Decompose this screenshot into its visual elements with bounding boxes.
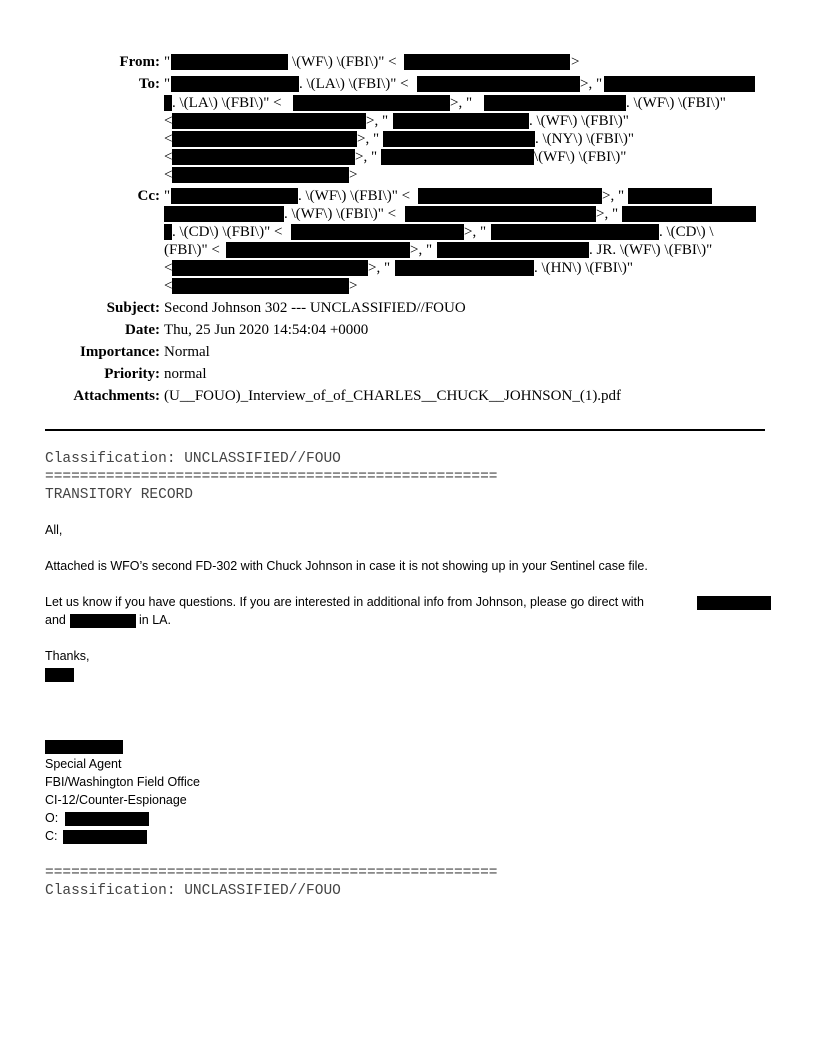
to-text: >, " bbox=[450, 95, 473, 111]
from-quote: " bbox=[164, 54, 171, 70]
redaction-box bbox=[164, 95, 172, 111]
to-text: . \(NY\) \(FBI\)" bbox=[535, 131, 635, 147]
redaction-box bbox=[63, 830, 147, 844]
to-text: . \(LA\) \(FBI\)" < bbox=[172, 95, 282, 111]
cc-text: < bbox=[164, 278, 173, 294]
to-text: \(WF\) \(FBI\)" bbox=[534, 149, 627, 165]
greeting: All, bbox=[45, 523, 63, 537]
signature-office-phone-label: O: bbox=[45, 811, 59, 825]
signature-office: FBI/Washington Field Office bbox=[45, 775, 200, 789]
cc-text: > bbox=[349, 278, 358, 294]
redaction-box bbox=[604, 76, 755, 92]
cc-text: . \(CD\) \ bbox=[659, 224, 714, 240]
to-text: " bbox=[164, 76, 171, 92]
to-text: > bbox=[349, 167, 358, 183]
redaction-box bbox=[383, 131, 535, 147]
to-text: . \(LA\) \(FBI\)" < bbox=[299, 76, 409, 92]
to-label: To: bbox=[138, 76, 160, 92]
from-label: From: bbox=[119, 54, 160, 70]
body-paragraph-2-end: in LA. bbox=[139, 613, 171, 627]
redaction-box bbox=[491, 224, 659, 240]
body-paragraph-2-and: and bbox=[45, 613, 66, 627]
redaction-box bbox=[622, 206, 756, 222]
separator-top: ==================================================== bbox=[45, 469, 498, 485]
to-text: >, " bbox=[355, 149, 378, 165]
redaction-box bbox=[697, 596, 771, 610]
redaction-box bbox=[405, 206, 596, 222]
redaction-box bbox=[45, 740, 123, 754]
to-text: < bbox=[164, 113, 173, 129]
transitory-record: TRANSITORY RECORD bbox=[45, 487, 193, 503]
to-text: >, " bbox=[366, 113, 389, 129]
to-text: . \(WF\) \(FBI\)" bbox=[626, 95, 726, 111]
redaction-box bbox=[437, 242, 589, 258]
subject-value: Second Johnson 302 --- UNCLASSIFIED//FOUO bbox=[164, 300, 466, 316]
cc-text: . \(WF\) \(FBI\)" < bbox=[284, 206, 397, 222]
to-text: >, " bbox=[580, 76, 603, 92]
cc-text: . \(HN\) \(FBI\)" bbox=[534, 260, 634, 276]
cc-text: >, " bbox=[602, 188, 625, 204]
redaction-box bbox=[393, 113, 529, 129]
redaction-box bbox=[70, 614, 136, 628]
redaction-box bbox=[172, 260, 368, 276]
redaction-box bbox=[171, 188, 298, 204]
redaction-box bbox=[172, 149, 355, 165]
cc-text: (FBI\)" < bbox=[164, 242, 220, 258]
signature-unit: CI-12/Counter-Espionage bbox=[45, 793, 187, 807]
redaction-box bbox=[226, 242, 410, 258]
redaction-box bbox=[65, 812, 149, 826]
signature-title: Special Agent bbox=[45, 757, 122, 771]
redaction-box bbox=[171, 54, 288, 70]
header-divider bbox=[45, 429, 765, 431]
importance-label: Importance: bbox=[80, 344, 160, 360]
redaction-box bbox=[418, 188, 602, 204]
importance-value: Normal bbox=[164, 344, 210, 360]
cc-text: >, " bbox=[464, 224, 487, 240]
redaction-box bbox=[172, 278, 349, 294]
body-paragraph-1: Attached is WFO’s second FD-302 with Chuck Johnson in case it is not showing up in your Sentinel case file. bbox=[45, 559, 648, 573]
redaction-box bbox=[172, 113, 366, 129]
to-text: < bbox=[164, 167, 173, 183]
separator-bottom: ==================================================== bbox=[45, 865, 498, 881]
redaction-box bbox=[172, 131, 357, 147]
redaction-box bbox=[395, 260, 534, 276]
signature-cell-phone-label: C: bbox=[45, 829, 58, 843]
cc-text: . \(CD\) \(FBI\)" < bbox=[172, 224, 283, 240]
cc-text: . \(WF\) \(FBI\)" < bbox=[298, 188, 411, 204]
redaction-box bbox=[172, 167, 349, 183]
to-text: < bbox=[164, 149, 173, 165]
cc-label: Cc: bbox=[137, 188, 160, 204]
attachments-label: Attachments: bbox=[73, 388, 160, 404]
classification-bottom: Classification: UNCLASSIFIED//FOUO bbox=[45, 883, 341, 899]
from-close: > bbox=[571, 54, 580, 70]
classification-top: Classification: UNCLASSIFIED//FOUO bbox=[45, 451, 341, 467]
to-text: . \(WF\) \(FBI\)" bbox=[529, 113, 629, 129]
date-label: Date: bbox=[125, 322, 160, 338]
cc-text: " bbox=[164, 188, 171, 204]
priority-label: Priority: bbox=[104, 366, 160, 382]
to-text: < bbox=[164, 131, 173, 147]
redaction-box bbox=[381, 149, 534, 165]
date-value: Thu, 25 Jun 2020 14:54:04 +0000 bbox=[164, 322, 369, 338]
subject-label: Subject: bbox=[106, 300, 160, 316]
body-paragraph-2: Let us know if you have questions. If you are interested in additional info from Johnson, please go direct with bbox=[45, 595, 644, 609]
redaction-box bbox=[291, 224, 464, 240]
from-suffix: \(WF\) \(FBI\)" < bbox=[292, 54, 397, 70]
cc-text: >, " bbox=[410, 242, 433, 258]
redaction-box bbox=[484, 95, 626, 111]
redaction-box bbox=[164, 206, 284, 222]
cc-text: . JR. \(WF\) \(FBI\)" bbox=[589, 242, 713, 258]
cc-text: < bbox=[164, 260, 173, 276]
closing: Thanks, bbox=[45, 649, 90, 663]
redaction-box bbox=[404, 54, 570, 70]
attachment-link[interactable]: (U__FOUO)_Interview_of_of_CHARLES__CHUCK__JOHNSON_(1).pdf bbox=[164, 388, 622, 404]
to-text: >, " bbox=[357, 131, 380, 147]
redaction-box bbox=[417, 76, 580, 92]
redaction-box bbox=[171, 76, 299, 92]
redaction-box bbox=[45, 668, 74, 682]
redaction-box bbox=[628, 188, 712, 204]
cc-text: >, " bbox=[596, 206, 619, 222]
redaction-box bbox=[164, 224, 172, 240]
cc-text: >, " bbox=[368, 260, 391, 276]
priority-value: normal bbox=[164, 366, 207, 382]
redaction-box bbox=[293, 95, 450, 111]
